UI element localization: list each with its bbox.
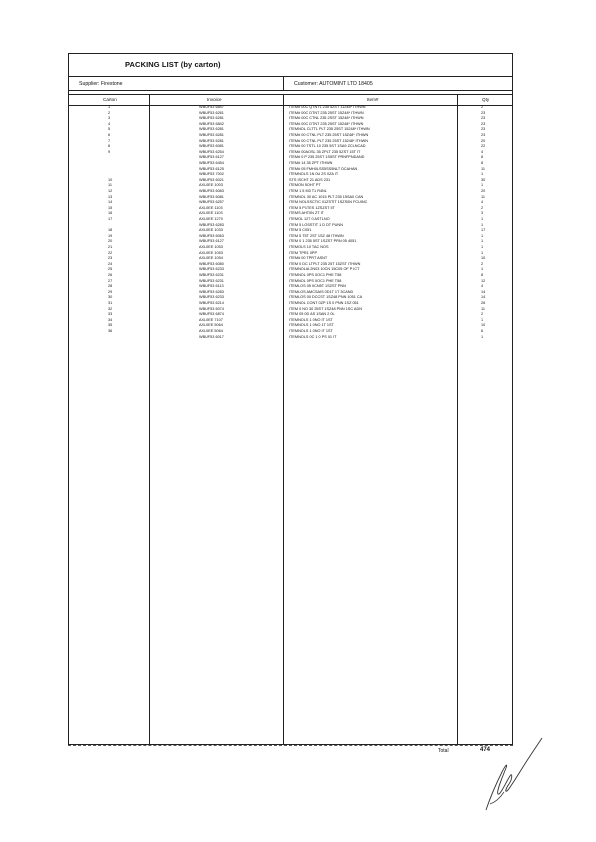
invoice-cell: AXL0EE 1054 <box>199 256 223 261</box>
carton-cell: 8 <box>108 144 111 149</box>
item-cell: ITEMNOLS 1N 0U 2S 0ZA IT <box>289 172 339 177</box>
qty-cell: 3 <box>481 211 484 216</box>
invoice-cell: WBUF53 6081 <box>199 194 224 199</box>
carton-cell: 11 <box>108 183 112 188</box>
qty-cell: 8 <box>481 273 484 277</box>
carton-cell: 12 <box>108 189 113 193</box>
supplier-label: Supplier: Firestone <box>79 81 123 87</box>
table-row <box>69 307 512 312</box>
qty-cell: 1 <box>481 233 484 238</box>
carton-cell: 13 <box>108 194 113 199</box>
table-row <box>69 295 512 300</box>
item-cell: ITEMNOLS 0C 1 0 PS 01 IT <box>289 334 337 339</box>
table-row <box>69 200 512 205</box>
item-cell: ITEM 5 T5T 2ST 1SZ 48 ITHWN <box>289 233 344 238</box>
table-row <box>69 178 512 183</box>
invoice-cell: WBUF53 7002 <box>199 172 224 177</box>
item-cell: STS ISCHT 21 ADS 231 <box>289 177 331 182</box>
invoice-cell: AXL0EE 1033 <box>199 228 223 233</box>
invoice-cell: WBUF53 6847 <box>199 105 224 109</box>
qty-cell: 4 <box>481 284 484 289</box>
invoice-cell: AXL0EE 1053 <box>199 245 223 249</box>
item-cell: ITEMS AHT0N ZT IT <box>289 211 324 216</box>
carton-cell: 28 <box>108 284 113 289</box>
invoice-cell: AXL0EE 1003 <box>199 183 223 188</box>
qty-cell: 1 <box>481 267 484 272</box>
invoice-cell: WBUF53 6257 <box>199 200 224 205</box>
invoice-cell: AXL0EE 1103 <box>199 211 223 216</box>
item-cell: ITEMLOS 00 DCCST 1SZ48 PNN 1051 CA <box>289 295 363 300</box>
invoice-cell: WBUF53 6281 <box>199 133 224 137</box>
table-row <box>69 273 512 278</box>
invoice-cell: WBUF53 6074 <box>199 306 224 311</box>
carton-cell: 18 <box>108 228 113 233</box>
table-row <box>69 133 512 138</box>
invoice-cell: WBUF53 6281 <box>199 138 224 143</box>
qty-cell: 6 <box>481 329 484 333</box>
table-row <box>69 279 512 284</box>
qty-cell: 2 <box>481 105 484 109</box>
document-title: PACKING LIST (by carton) <box>125 60 221 69</box>
item-cell: ITEMNOLS 1 0NO 1T 1ST <box>289 323 334 328</box>
invoice-cell: WBUF53 6283 <box>199 289 224 294</box>
item-cell: ITEM# 00 CTNL PLT 235 25ST 15Z48* ITHWN <box>289 133 369 137</box>
invoice-cell: WBUF53 6125 <box>199 166 224 171</box>
carton-cell: 17 <box>108 217 113 221</box>
carton-cell: 7 <box>108 138 111 143</box>
item-cell: ITEM TPR1 0PP <box>289 250 317 255</box>
item-cell: ITEM 5 P1TES 1ZSZST IIT <box>289 205 335 210</box>
item-cell: ITEMON 5OHT PT <box>289 183 321 188</box>
table-row <box>69 284 512 289</box>
qty-cell: 17 <box>481 228 486 233</box>
item-cell: ITEM 0 DC LTPLT 235 25T 15ZST ITHWN <box>289 261 361 266</box>
invoice-cell: AXL0EE 7107 <box>199 317 223 322</box>
table-row <box>69 290 512 295</box>
carton-cell: 23 <box>108 256 113 261</box>
qty-cell: 1 <box>481 222 484 227</box>
qty-cell: 23 <box>481 133 486 137</box>
item-cell: ITEM 0 1 235 5ST 1SZST PRN 05 4051 <box>289 239 357 244</box>
table-row <box>69 111 512 116</box>
table-row <box>69 245 512 250</box>
invoice-cell: WBUF53 6080 <box>199 261 224 266</box>
item-cell: ITEMNOLS 1 0NO IT 1ST <box>289 329 333 333</box>
carton-cell: 5 <box>108 127 111 132</box>
item-cell: ITEMLOS AMCSAIS 0D1T 1T 3CAND <box>289 289 354 294</box>
qty-cell: 1 <box>481 317 484 322</box>
bottom-rule <box>68 745 513 746</box>
carton-cell: 22 <box>108 250 113 255</box>
info-divider <box>283 76 284 90</box>
carton-cell: 6 <box>108 133 111 137</box>
qty-cell: 2 <box>481 261 484 266</box>
item-cell: ITEM# 00C QTNTL 235 5ZST 11248* ITHWN <box>289 105 366 109</box>
invoice-cell: WBUF53 6081 <box>199 144 224 149</box>
carton-cell: 27 <box>108 278 113 283</box>
qty-cell: 20 <box>481 189 486 193</box>
qty-cell: 23 <box>481 121 486 126</box>
invoice-cell: AXL0EE 1053 <box>199 250 223 255</box>
carton-cell: 26 <box>108 273 113 277</box>
title-row <box>69 54 512 77</box>
table-row <box>69 144 512 149</box>
table-row <box>69 189 512 194</box>
qty-cell: 14 <box>481 295 486 300</box>
invoice-cell: WBUF53 6281 <box>199 127 224 132</box>
item-cell: ITEM# 00C CTNL 235 2SST 15248* ITHWN <box>289 116 364 121</box>
invoice-cell: WBUF53 6083 <box>199 189 224 193</box>
invoice-cell: AXL0EE 1103 <box>199 205 223 210</box>
header-carton: Carton <box>103 97 117 102</box>
qty-cell: 26 <box>481 301 486 305</box>
carton-cell: 14 <box>108 200 113 205</box>
item-cell: ITEM 5 LOSSTIT 1 D DT PUNN <box>289 222 343 227</box>
table-row <box>69 228 512 233</box>
item-cell: ITEMNOL CLTTL PLT 235 25ST 15248* ITHWN <box>289 127 370 132</box>
qty-cell: 14 <box>481 289 486 294</box>
qty-cell: 12 <box>481 278 486 283</box>
item-cell: ITEM# 00AOSL 35 ZPLT 235 5ZST 15T IT <box>289 149 361 154</box>
item-cell: ITEM# 14 35 ZPT ITHWN <box>289 161 333 165</box>
table-row <box>69 318 512 323</box>
table-row <box>69 206 512 211</box>
item-cell: ITEM# 00C DTNT 235 25ST 15248* ITHWN <box>289 121 364 126</box>
packing-list-sheet <box>68 53 513 745</box>
qty-cell: 8 <box>481 155 484 160</box>
table-row <box>69 262 512 267</box>
item-cell: ITEM# 00 TPRT ASNT <box>289 256 328 261</box>
qty-cell: 2 <box>481 312 484 317</box>
qty-cell: 11 <box>481 166 485 171</box>
invoice-cell: WBUF53 6233 <box>199 295 224 300</box>
signature-image <box>478 732 548 817</box>
qty-cell: 11 <box>481 194 485 199</box>
carton-cell: 31 <box>108 301 113 305</box>
info-row <box>69 76 512 91</box>
item-cell: ITEMOLS 10 TAC NOS <box>289 245 329 249</box>
qty-cell: 4 <box>481 149 484 154</box>
invoice-cell: WBUF53 6874 <box>199 312 224 317</box>
table-row <box>69 161 512 166</box>
table-row <box>69 150 512 155</box>
invoice-cell: WBUF53 6281 <box>199 116 224 121</box>
header-qty: Qty <box>482 97 490 102</box>
table-row <box>69 239 512 244</box>
carton-cell: 20 <box>108 239 113 244</box>
carton-cell: 29 <box>108 289 113 294</box>
qty-cell: 2 <box>481 205 484 210</box>
invoice-cell: AXL0EE 1270 <box>199 217 223 221</box>
qty-cell: 1 <box>481 217 484 221</box>
table-row <box>69 312 512 317</box>
carton-cell: 33 <box>108 312 113 317</box>
carton-cell: 24 <box>108 261 113 266</box>
table-row <box>69 155 512 160</box>
invoice-cell: WBUF53 6127 <box>199 239 224 244</box>
table-row <box>69 116 512 121</box>
qty-cell: 1 <box>481 334 484 339</box>
table-row <box>69 256 512 261</box>
customer-label: Customer: AUTOMINT LTD 18405 <box>294 81 373 87</box>
qty-cell: 22 <box>481 144 486 149</box>
qty-cell: 10 <box>481 323 486 328</box>
table-row <box>69 127 512 132</box>
invoice-cell: WBUF53 6127 <box>199 155 224 160</box>
item-cell: ITEM# 00 TSTL 10 235 5ST 1SA9 ZCLNCAD <box>289 144 366 149</box>
qty-cell: 8 <box>481 161 484 165</box>
item-cell: ITEM 0 NO 30 25ST 1SZ48 PNN 1SC ADN <box>289 306 362 311</box>
carton-cell: 25 <box>108 267 113 272</box>
carton-cell: 30 <box>108 295 113 300</box>
carton-cell: 1 <box>108 105 111 109</box>
item-cell: ITEMNOL 0PS 0OC1 PHE T58 <box>289 278 342 283</box>
table-row <box>69 267 512 272</box>
carton-cell: 35 <box>108 323 113 328</box>
invoice-cell: AXL0EE 5064 <box>199 329 223 333</box>
total-value: 474 <box>480 747 491 753</box>
table-row <box>69 223 512 228</box>
table-row <box>69 172 512 177</box>
qty-cell: 10 <box>481 256 486 261</box>
table-row <box>69 251 512 256</box>
invoice-cell: WBUF53 6231 <box>199 278 224 283</box>
item-cell: ITEM# 0 P 235 25ST 1S5ST PRNFPNDAND <box>289 155 365 160</box>
invoice-cell: WBUF53 6283 <box>199 222 224 227</box>
item-cell: ITEM 5 C051 <box>289 228 312 233</box>
carton-cell: 4 <box>108 121 111 126</box>
table-row <box>69 211 512 216</box>
item-cell: ITEMNOLS 1 0NO IT 1ST <box>289 317 333 322</box>
invoice-cell: WBUF53 6017 <box>199 334 224 339</box>
table-row <box>69 217 512 222</box>
carton-cell: 32 <box>108 306 113 311</box>
table-row <box>69 139 512 144</box>
invoice-cell: AXL0EE 5064 <box>199 323 223 328</box>
invoice-cell: WBUF53 6214 <box>199 301 224 305</box>
table-row <box>69 105 512 110</box>
header-item: Item# <box>367 97 379 102</box>
qty-cell: 23 <box>481 127 486 132</box>
carton-cell: 15 <box>108 205 113 210</box>
qty-cell: 1 <box>481 183 484 188</box>
table-row <box>69 234 512 239</box>
qty-cell: 1 <box>481 245 484 249</box>
invoice-cell: WBUF53 6261 <box>199 110 224 115</box>
invoice-cell: WBUF53 6233 <box>199 267 224 272</box>
qty-cell: 1 <box>481 250 484 255</box>
item-cell: ITEMOL 127 0 ASTLNO <box>289 217 330 221</box>
qty-cell: 4 <box>481 200 484 205</box>
item-cell: ITEM# 00C DTNT 235 25ST 15Z48* ITHWN <box>289 110 364 115</box>
item-cell: ITEMNOL 0PS 0OC1 PHE T58 <box>289 273 342 277</box>
item-cell: ITEMLOS 05 0CN5T 1SZST PNN <box>289 284 346 289</box>
qty-cell: 1 <box>481 239 484 244</box>
carton-cell: 34 <box>108 317 113 322</box>
item-cell: ITEM NOLSSCTIC 01ZSTIT 1SZS0N FCUINC <box>289 200 368 205</box>
table-row <box>69 323 512 328</box>
table-row <box>69 183 512 188</box>
table-row <box>69 335 512 340</box>
invoice-cell: WBUF53 6113 <box>199 284 224 289</box>
table-row <box>69 329 512 334</box>
qty-cell: 23 <box>481 110 486 115</box>
table-row <box>69 195 512 200</box>
invoice-cell: WBUF53 6021 <box>199 177 224 182</box>
qty-cell: 30 <box>481 177 486 182</box>
item-cell: ITEM# 00 CTNL PLT 235 25ST 15248* ITHWN <box>289 138 368 143</box>
carton-cell: 16 <box>108 211 113 216</box>
table-row <box>69 301 512 306</box>
table-row <box>69 167 512 172</box>
item-cell: ITEMNOL 30 AC 1015 PLT 235 15SA0 CAN <box>289 194 364 199</box>
invoice-cell: WBUF53 6231 <box>199 273 224 277</box>
carton-cell: 36 <box>108 329 113 333</box>
item-cell: ITEM# 05 FMH0LSS5SS5NLT DCAHAN <box>289 166 358 171</box>
carton-cell: 9 <box>108 149 111 154</box>
invoice-cell: WBUF53 6063 <box>199 233 224 238</box>
qty-cell: 11 <box>481 306 485 311</box>
carton-cell: 21 <box>108 245 113 249</box>
item-cell: ITEMNOL CONT 0ZP 1S 0 PNN 1SZ 051 <box>289 301 359 305</box>
header-invoice: Invoice <box>207 97 222 102</box>
qty-cell: 1 <box>481 172 484 177</box>
invoice-cell: WBUF53 6254 <box>199 149 224 154</box>
table-row <box>69 122 512 127</box>
carton-cell: 3 <box>108 116 111 121</box>
carton-cell: 10 <box>108 177 113 182</box>
carton-cell: 19 <box>108 233 113 238</box>
item-cell: ITEM 1 5 M3 T1 R4NL <box>289 189 327 193</box>
invoice-cell: WBUF53 6842 <box>199 121 224 126</box>
carton-cell: 2 <box>108 110 111 115</box>
total-label: Total <box>438 748 449 754</box>
invoice-cell: WBUF53 6454 <box>199 161 224 165</box>
qty-cell: 20 <box>481 138 486 143</box>
item-cell: ITEMNOLIA 2N03 10CN 15C05 OF P ICT <box>289 267 360 272</box>
item-cell: ITEM 05 0D AS 1SAN 2 0L <box>289 312 335 317</box>
qty-cell: 23 <box>481 116 486 121</box>
